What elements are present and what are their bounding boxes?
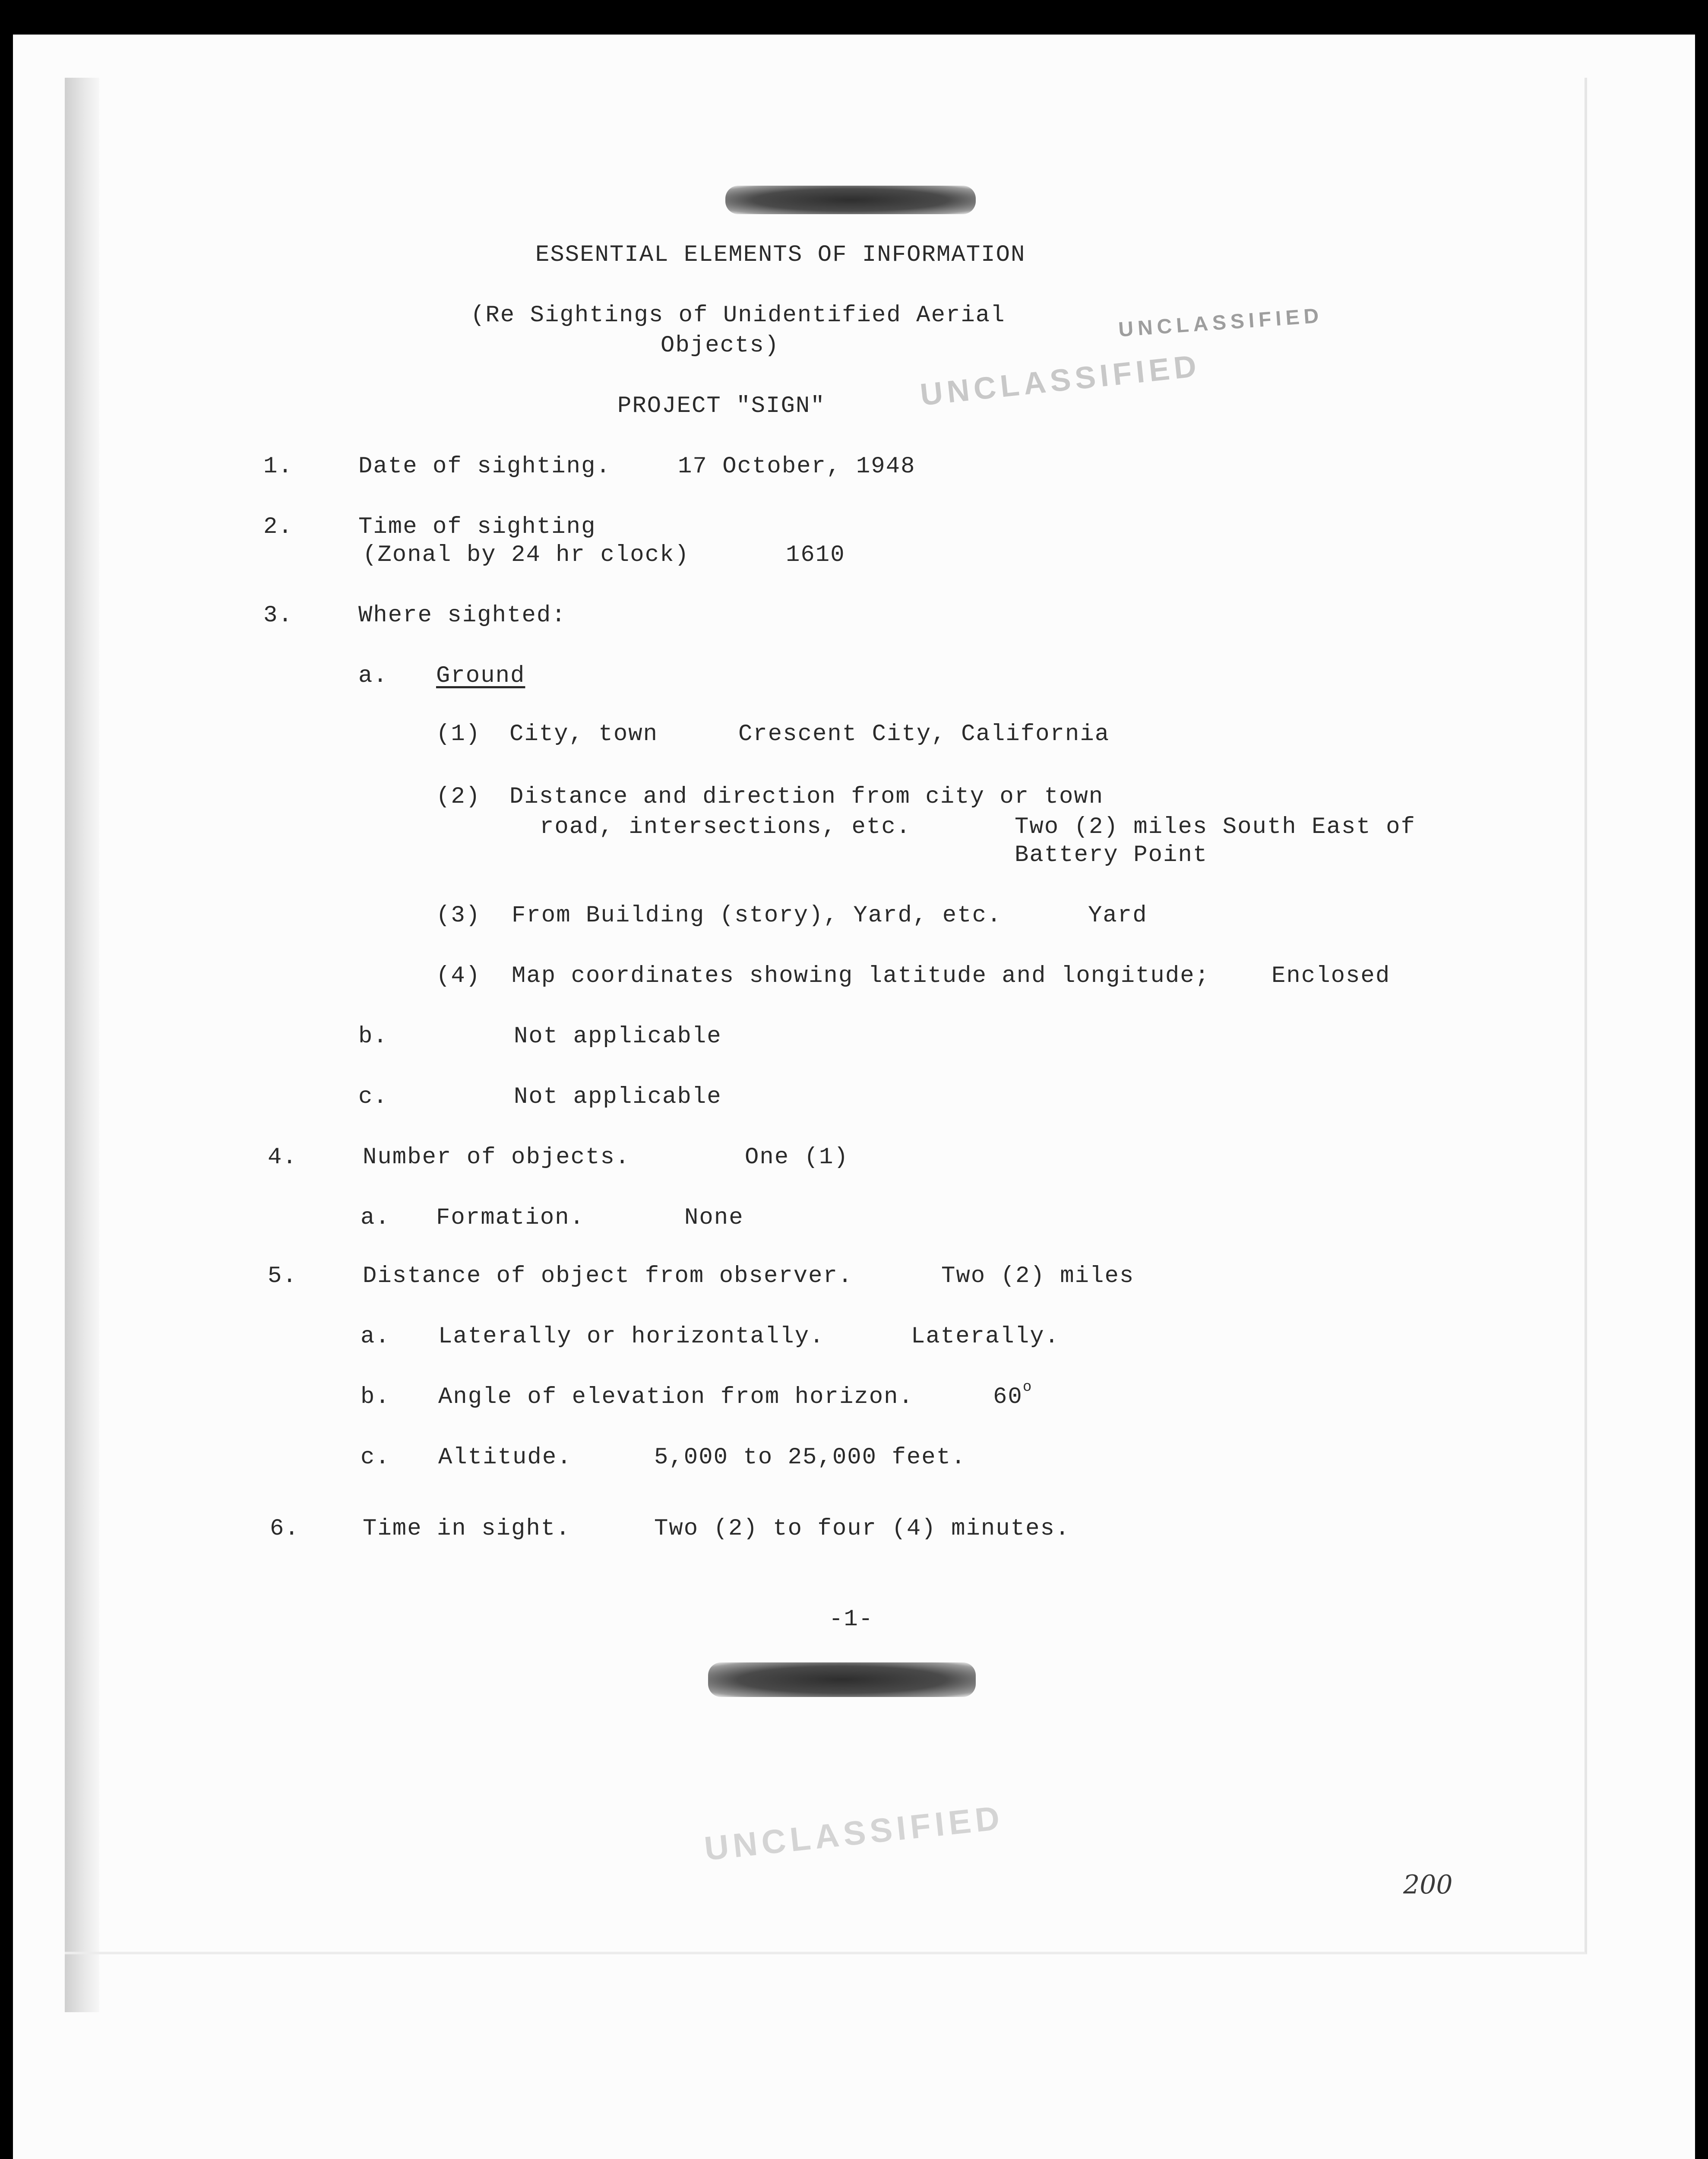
item-value: 17 October, 1948 <box>678 453 916 480</box>
item-value-continued: Battery Point <box>1015 842 1208 868</box>
item-label: Angle of elevation from horizon. <box>438 1384 914 1410</box>
item-label: From Building (story), Yard, etc. <box>512 902 1002 929</box>
item-number: b. <box>361 1384 390 1410</box>
handwritten-number: 200 <box>1403 1870 1453 1900</box>
item-label: Number of objects. <box>363 1144 630 1171</box>
item-label: Distance of object from observer. <box>363 1263 853 1289</box>
item-label: City, town <box>509 721 658 747</box>
item-number: 3. <box>263 602 293 629</box>
item-number: a. <box>361 1323 390 1350</box>
item-number: c. <box>361 1444 390 1471</box>
redaction-bar-top <box>725 186 976 214</box>
item-number: c. <box>358 1084 388 1110</box>
item-value: Two (2) miles <box>941 1263 1135 1289</box>
item-label: Time in sight. <box>363 1516 571 1542</box>
project-title: PROJECT "SIGN" <box>617 393 826 419</box>
item-value: 1610 <box>786 542 845 568</box>
document-subheading-1: (Re Sightings of Unidentified Aerial <box>471 302 1006 329</box>
item-number: b. <box>358 1023 388 1050</box>
item-number: 2. <box>263 514 293 540</box>
item-number: a. <box>361 1205 390 1231</box>
page-number: -1- <box>829 1606 874 1633</box>
item-value: 5,000 to 25,000 feet. <box>654 1444 966 1471</box>
item-label: Time of sighting <box>358 514 596 540</box>
item-label: Ground <box>436 663 525 689</box>
document-subheading-2: Objects) <box>661 332 780 359</box>
item-label: Altitude. <box>438 1444 572 1471</box>
item-value: Two (2) to four (4) minutes. <box>654 1516 1070 1542</box>
redaction-bar-bottom <box>708 1662 976 1697</box>
item-number: (1) <box>436 721 481 747</box>
item-label: Map coordinates showing latitude and longitude; <box>512 963 1210 989</box>
classification-stamp: UNCLASSIFIED <box>702 1798 1006 1868</box>
angle-value: 60 <box>993 1384 1023 1410</box>
degree-mark: o <box>1022 1379 1033 1396</box>
item-label: Distance and direction from city or town <box>509 784 1104 810</box>
item-label: Formation. <box>436 1205 585 1231</box>
item-number: a. <box>358 663 388 689</box>
item-value: Laterally. <box>911 1323 1060 1350</box>
item-label: Where sighted: <box>358 602 566 629</box>
item-number: 4. <box>268 1144 297 1171</box>
item-value <box>993 1379 1033 1410</box>
item-label-continued: (Zonal by 24 hr clock) <box>363 542 690 568</box>
item-label-continued: road, intersections, etc. <box>540 814 911 840</box>
item-label: Date of sighting. <box>358 453 611 480</box>
item-label: Not applicable <box>514 1084 722 1110</box>
document-heading: ESSENTIAL ELEMENTS OF INFORMATION <box>535 242 1026 268</box>
classification-stamp: UNCLASSIFIED <box>1117 304 1324 342</box>
item-number: 5. <box>268 1263 297 1289</box>
item-number: (2) <box>436 784 481 810</box>
item-label: Laterally or horizontally. <box>438 1323 825 1350</box>
item-value: Yard <box>1088 902 1148 929</box>
item-value: Crescent City, California <box>738 721 1110 747</box>
item-value: None <box>684 1205 744 1231</box>
item-value: Enclosed <box>1272 963 1391 989</box>
item-number: 6. <box>270 1516 300 1542</box>
classification-stamp: UNCLASSIFIED <box>918 348 1202 412</box>
item-number: (3) <box>436 902 481 929</box>
item-value: Two (2) miles South East of <box>1015 814 1416 840</box>
item-number: (4) <box>436 963 481 989</box>
item-number: 1. <box>263 453 293 480</box>
item-value: One (1) <box>745 1144 849 1171</box>
item-label: Not applicable <box>514 1023 722 1050</box>
